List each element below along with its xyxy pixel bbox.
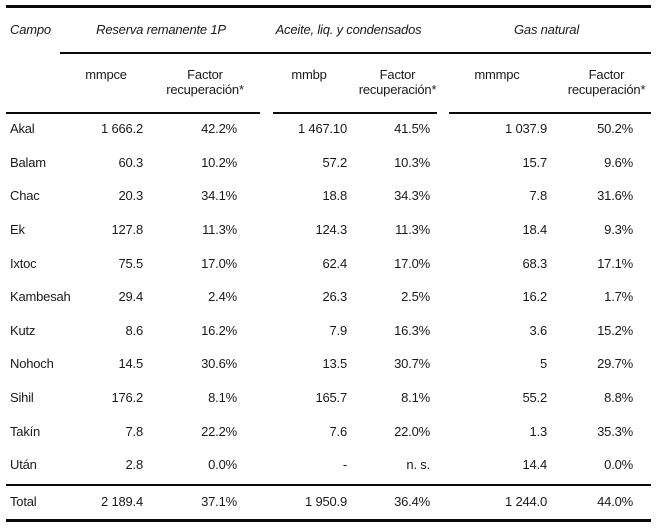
table-row-ek	[0, 213, 656, 247]
cell-mmpce: 29.4	[118, 289, 143, 305]
cell-factor-2: 34.3%	[394, 188, 430, 204]
cell-factor-2: 2.5%	[401, 289, 430, 305]
cell-factor-2: 16.3%	[394, 322, 430, 338]
cell-mmbp: 18.8	[322, 188, 347, 204]
cell-mmpce: 75.5	[118, 255, 143, 271]
cell-campo: Kutz	[10, 322, 36, 338]
cell-mmpce: 60.3	[118, 154, 143, 170]
sub-header-row	[0, 52, 656, 112]
cell-mmbp: 62.4	[322, 255, 347, 271]
cell-campo: Akal	[10, 121, 35, 137]
cell-mmmpc: 14.4	[522, 457, 547, 473]
cell-factor-1: 8.1%	[208, 390, 237, 406]
cell-factor-2: 10.3%	[394, 154, 430, 170]
cell-mmpce: 8.6	[125, 322, 143, 338]
cell-factor-2: 8.1%	[401, 390, 430, 406]
column-header-factor-1: Factor recuperación*	[166, 67, 244, 97]
cell-campo: Sihil	[10, 390, 34, 406]
cell-factor-3: 15.2%	[597, 322, 634, 338]
table-row-balam	[0, 146, 656, 180]
cell-factor-3: 31.6%	[597, 188, 634, 204]
cell-mmpce-total: 2 189.4	[101, 494, 143, 510]
cell-mmbp: -	[342, 457, 347, 473]
cell-mmbp-total: 1 950.9	[305, 494, 347, 510]
cell-campo: Balam	[10, 154, 46, 170]
group-header-reserva-remanente: Reserva remanente 1P	[96, 21, 226, 37]
table-row-ixtoc	[0, 246, 656, 280]
cell-mmpce: 176.2	[111, 390, 143, 406]
cell-mmmpc: 18.4	[522, 222, 547, 238]
cell-mmmpc: 16.2	[522, 289, 547, 305]
cell-campo: Kambesah	[10, 289, 71, 305]
cell-mmmpc: 5	[539, 356, 547, 372]
cell-factor-2-total: 36.4%	[394, 494, 430, 510]
table-row-total	[0, 482, 656, 522]
cell-factor-1: 11.3%	[202, 222, 237, 238]
cell-mmmpc: 68.3	[522, 255, 547, 271]
cell-factor-2: 17.0%	[394, 255, 430, 271]
cell-mmpce: 1 666.2	[101, 121, 143, 137]
table-row-sihil	[0, 381, 656, 415]
cell-mmbp: 1 467.10	[297, 121, 347, 137]
reserves-table	[0, 6, 656, 522]
column-header-factor-2: Factor recuperación*	[358, 67, 437, 97]
cell-factor-1-total: 37.1%	[201, 494, 237, 510]
table-row-kutz	[0, 314, 656, 348]
cell-factor-1: 22.2%	[201, 423, 237, 439]
cell-factor-3: 8.8%	[604, 390, 634, 406]
cell-factor-2: 30.7%	[394, 356, 430, 372]
cell-factor-3: 9.6%	[604, 154, 634, 170]
table-footer	[0, 482, 656, 522]
cell-campo: Chac	[10, 188, 40, 204]
cell-mmpce: 2.8	[125, 457, 143, 473]
cell-mmbp: 7.6	[329, 423, 347, 439]
cell-factor-1: 16.2%	[201, 322, 237, 338]
cell-mmbp: 13.5	[322, 356, 347, 372]
table-header	[0, 6, 656, 112]
cell-campo: Nohoch	[10, 356, 54, 372]
cell-factor-1: 42.2%	[201, 121, 237, 137]
table-row-utan	[0, 448, 656, 482]
column-header-factor-3: Factor recuperación*	[567, 67, 646, 97]
table-row-chac	[0, 179, 656, 213]
column-header-mmmpc: mmmpc	[474, 67, 520, 82]
table-row-nohoch	[0, 347, 656, 381]
cell-factor-3: 29.7%	[597, 356, 634, 372]
cell-mmmpc: 55.2	[522, 390, 547, 406]
table-row-kambesah	[0, 280, 656, 314]
cell-factor-2: n. s.	[406, 457, 430, 473]
column-header-mmbp: mmbp	[291, 67, 327, 82]
cell-mmpce: 7.8	[125, 423, 143, 439]
cell-factor-1: 17.0%	[201, 255, 237, 271]
cell-campo: Takín	[10, 423, 41, 439]
cell-campo-total: Total	[10, 494, 37, 510]
column-header-campo: Campo	[10, 21, 51, 37]
cell-mmmpc: 1 037.9	[505, 121, 547, 137]
cell-campo: Ixtoc	[10, 255, 37, 271]
cell-mmbp: 7.9	[329, 322, 347, 338]
group-header-aceite: Aceite, liq. y condensados	[275, 21, 422, 37]
cell-factor-1: 10.2%	[201, 154, 237, 170]
cell-factor-3: 9.3%	[604, 222, 634, 238]
cell-mmbp: 165.7	[315, 390, 347, 406]
cell-mmmpc-total: 1 244.0	[505, 494, 547, 510]
cell-campo: Után	[10, 457, 37, 473]
group-header-gas-natural: Gas natural	[514, 21, 580, 37]
cell-mmmpc: 7.8	[529, 188, 547, 204]
cell-mmpce: 14.5	[118, 356, 143, 372]
cell-mmbp: 26.3	[322, 289, 347, 305]
cell-factor-3: 0.0%	[604, 457, 634, 473]
column-header-mmpce: mmpce	[85, 67, 127, 82]
cell-factor-2: 41.5%	[394, 121, 430, 137]
cell-campo: Ek	[10, 222, 25, 238]
cell-factor-3: 1.7%	[604, 289, 634, 305]
cell-factor-3-total: 44.0%	[597, 494, 634, 510]
cell-factor-2: 11.3%	[395, 222, 430, 238]
cell-factor-1: 30.6%	[201, 356, 237, 372]
cell-factor-1: 34.1%	[201, 188, 237, 204]
cell-mmpce: 127.8	[111, 222, 143, 238]
table-row-takin	[0, 414, 656, 448]
cell-factor-1: 2.4%	[208, 289, 237, 305]
cell-factor-2: 22.0%	[394, 423, 430, 439]
cell-mmbp: 57.2	[322, 154, 347, 170]
column-header-empty	[0, 52, 62, 112]
cell-mmbp: 124.3	[315, 222, 347, 238]
cell-factor-3: 17.1%	[597, 255, 634, 271]
cell-factor-1: 0.0%	[208, 457, 237, 473]
cell-mmmpc: 1.3	[529, 423, 547, 439]
table-body	[0, 112, 656, 482]
cell-factor-3: 35.3%	[597, 423, 634, 439]
cell-factor-3: 50.2%	[597, 121, 634, 137]
cell-mmmpc: 3.6	[529, 322, 547, 338]
group-header-row	[0, 6, 656, 52]
table-row-akal	[0, 112, 656, 146]
cell-mmmpc: 15.7	[522, 154, 547, 170]
cell-mmpce: 20.3	[118, 188, 143, 204]
